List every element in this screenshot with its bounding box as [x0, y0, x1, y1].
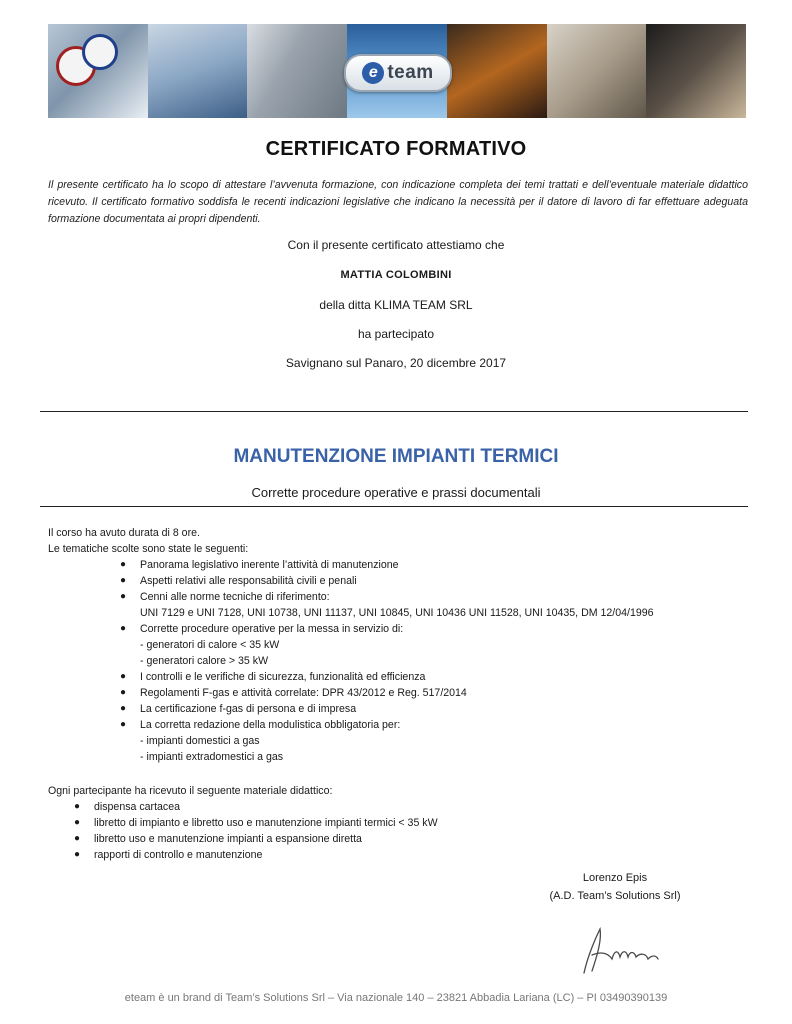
list-item: ● dispensa cartacea — [74, 801, 180, 813]
list-item: ● I controlli e le verifiche di sicurezza, funzionalità ed efficienza — [120, 671, 426, 683]
attestation-line: Con il presente certificato attestiamo che — [287, 238, 505, 252]
pressure-gauge-icon — [82, 34, 118, 70]
bullet-icon: ● — [120, 575, 127, 586]
certificate-title: CERTIFICATO FORMATIVO — [265, 138, 527, 160]
list-item: ● La corretta redazione della modulistica obbligatoria per: - impianti domestici a gas - impianti extradomestici a gas — [140, 717, 760, 765]
logo-letter: e — [362, 62, 384, 84]
course-duration: Il corso ha avuto durata di 8 ore. — [48, 527, 200, 539]
topics-list — [120, 557, 760, 765]
list-item: ● libretto di impianto e libretto uso e manutenzione impianti termici < 35 kW — [74, 817, 438, 829]
list-item: ● rapporti di controllo e manutenzione — [74, 849, 263, 861]
list-item: ● Aspetti relativi alle responsabilità civili e penali — [120, 575, 357, 587]
footer-text: eteam è un brand di Team’s Solutions Srl – Via nazionale 140 – 23821 Abbadia Lariana (LC) – PI 03490390139 — [124, 992, 668, 1004]
signatory-org: (A.D. Team’s Solutions Srl) — [549, 890, 681, 902]
participant-name: MATTIA COLOMBINI — [340, 269, 452, 281]
bullet-icon: ● — [120, 687, 127, 698]
bullet-icon: ● — [74, 833, 81, 844]
bullet-icon: ● — [74, 817, 81, 828]
list-item: ● libretto uso e manutenzione impianti a espansione diretta — [74, 833, 362, 845]
banner-photo-pipes — [247, 24, 347, 118]
list-item: ● La certificazione f-gas di persona e di impresa — [120, 703, 357, 715]
bullet-icon: ● — [74, 849, 81, 860]
bullet-icon: ● — [120, 671, 127, 682]
banner-photo-technician — [148, 24, 248, 118]
participation-line: ha partecipato — [357, 327, 435, 341]
course-subtitle: Corrette procedure operative e prassi documentali — [251, 485, 541, 500]
topic-sub-line: UNI 7129 e UNI 7128, UNI 10738, UNI 11137, UNI 10845, UNI 10436 UNI 11528, UNI 10435, DM 12/04/1996 — [140, 607, 654, 619]
list-item: ● Panorama legislativo inerente l’attività di manutenzione — [120, 559, 399, 571]
banner-photo-boiler — [447, 24, 547, 118]
bullet-icon: ● — [120, 719, 127, 730]
list-item: ● Corrette procedure operative per la messa in servizio di: - generatori di calore < 35 kW - generatori calore > 35 kW — [140, 621, 760, 669]
bullet-icon: ● — [120, 623, 127, 634]
course-title: MANUTENZIONE IMPIANTI TERMICI — [233, 446, 559, 467]
divider — [40, 506, 748, 507]
bullet-icon: ● — [120, 559, 127, 570]
place-date: Savignano sul Panaro, 20 dicembre 2017 — [285, 356, 507, 370]
topics-intro: Le tematiche scolte sono state le seguenti: — [48, 543, 249, 555]
topic-sub-line: - generatori calore > 35 kW — [140, 655, 269, 667]
banner-photo-installer — [547, 24, 647, 118]
handwritten-signature — [562, 915, 682, 979]
logo-word: team — [387, 62, 434, 83]
intro-paragraph: Il presente certificato ha lo scopo di attestare l’avvenuta formazione, con indicazione completa dei temi trattati e dell’eventuale materiale didattico ricevuto. Il certificato formativo soddisfa le recenti indicazioni legislative che indicano la necessità per il datore di lavoro di far effettuare adeguata formazione documentata ai propri dipendenti. — [48, 179, 748, 225]
signatory-name: Lorenzo Epis — [582, 872, 648, 884]
divider — [40, 411, 748, 412]
banner-photo-tools — [646, 24, 746, 118]
bullet-icon: ● — [120, 703, 127, 714]
bullet-icon: ● — [74, 801, 81, 812]
eteam-logo — [344, 54, 452, 92]
topic-sub-line: - impianti domestici a gas — [140, 735, 260, 747]
bullet-icon: ● — [120, 591, 127, 602]
banner-photo-gauges — [48, 24, 148, 118]
topic-sub-line: - generatori di calore < 35 kW — [140, 639, 280, 651]
topic-sub-line: - impianti extradomestici a gas — [140, 751, 284, 763]
company-line: della ditta KLIMA TEAM SRL — [319, 298, 473, 312]
list-item: ● Cenni alle norme tecniche di riferimento: UNI 7129 e UNI 7128, UNI 10738, UNI 11137, UNI 10845, UNI 10436 UNI 11528, UNI 10435, DM 12/04/1996 — [140, 589, 760, 621]
list-item: ● Regolamenti F-gas e attività correlate: DPR 43/2012 e Reg. 517/2014 — [120, 687, 467, 699]
header-banner — [48, 24, 746, 118]
materials-intro: Ogni partecipante ha ricevuto il seguente materiale didattico: — [48, 785, 333, 797]
materials-list — [74, 799, 744, 863]
